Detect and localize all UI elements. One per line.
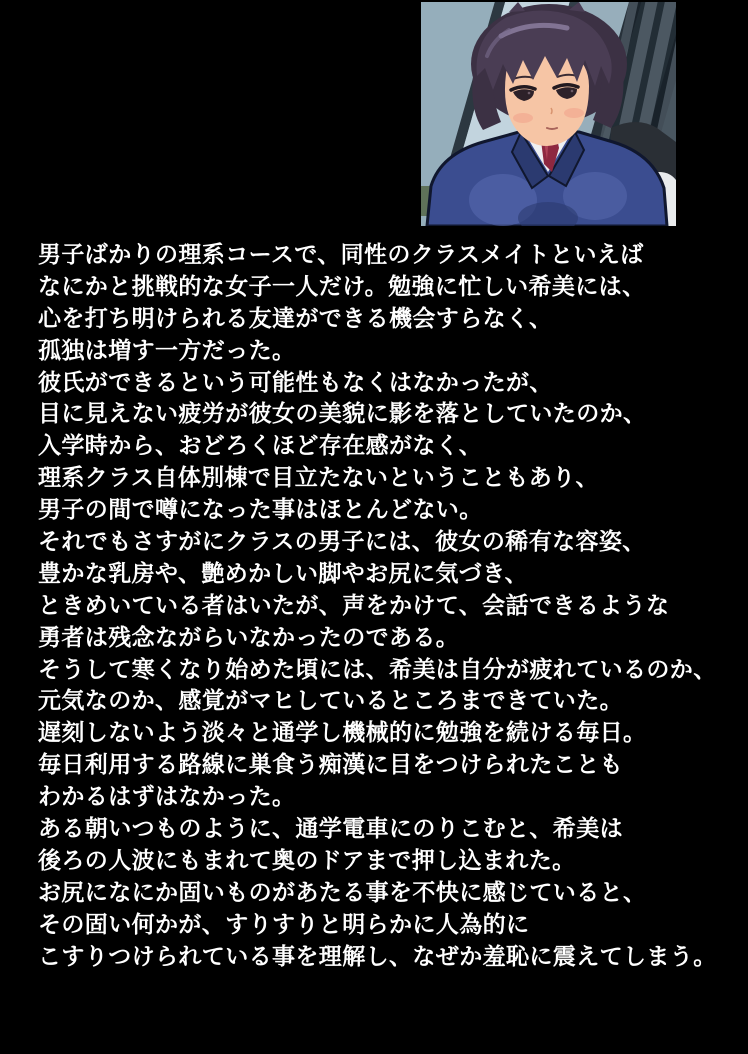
story-line: それでもさすがにクラスの男子には、彼女の稀有な容姿、 bbox=[38, 529, 646, 556]
story-line: 入学時から、おどろくほど存在感がなく、 bbox=[38, 433, 483, 460]
story-line: 理系クラス自体別棟で目立たないということもあり、 bbox=[38, 465, 599, 492]
story-line: 元気なのか、感覚がマヒしているところまできていた。 bbox=[38, 688, 623, 715]
story-line: 彼氏ができるという可能性もなくはなかったが、 bbox=[38, 369, 553, 396]
story-line: 男子の間で噂になった事はほとんどない。 bbox=[38, 497, 483, 524]
story-line: 勇者は残念ながらいなかったのである。 bbox=[38, 624, 460, 651]
story-line: 男子ばかりの理系コースで、同性のクラスメイトといえば bbox=[38, 242, 644, 268]
story-line: こすりつけられている事を理解し、なぜか羞恥に震えてしまう。 bbox=[38, 943, 717, 970]
story-line: 孤独は増す一方だった。 bbox=[38, 337, 296, 364]
schoolgirl-illustration bbox=[421, 2, 676, 226]
story-line: 目に見えない疲労が彼女の美貌に影を落としていたのか、 bbox=[38, 401, 647, 428]
story-line: 遅刻しないよう淡々と通学し機械的に勉強を続ける毎日。 bbox=[38, 720, 647, 747]
story-line: その固い何かが、すりすりと明らかに人為的に bbox=[38, 911, 530, 938]
story-line: 心を打ち明けられる友達ができる機会すらなく、 bbox=[38, 305, 553, 332]
story-line: そうして寒くなり始めた頃には、希美は自分が疲れているのか、 bbox=[38, 656, 717, 683]
character-portrait bbox=[421, 2, 676, 226]
story-text bbox=[38, 240, 717, 973]
story-line: ある朝いつものように、通学電車にのりこむと、希美は bbox=[38, 816, 623, 843]
story-line: ときめいている者はいたが、声をかけて、会話できるような bbox=[38, 592, 670, 619]
story-line: 後ろの人波にもまれて奥のドアまで押し込まれた。 bbox=[38, 847, 576, 874]
story-line: 豊かな乳房や、艶めかしい脚やお尻に気づき、 bbox=[38, 560, 529, 587]
story-line: わかるはずはなかった。 bbox=[38, 784, 296, 811]
story-line: なにかと挑戦的な女子一人だけ。勉強に忙しい希美には、 bbox=[38, 273, 646, 300]
story-line: お尻になにか固いものがあたる事を不快に感じていると、 bbox=[38, 879, 647, 906]
story-line: 毎日利用する路線に巣食う痴漢に目をつけられたことも bbox=[38, 752, 623, 779]
